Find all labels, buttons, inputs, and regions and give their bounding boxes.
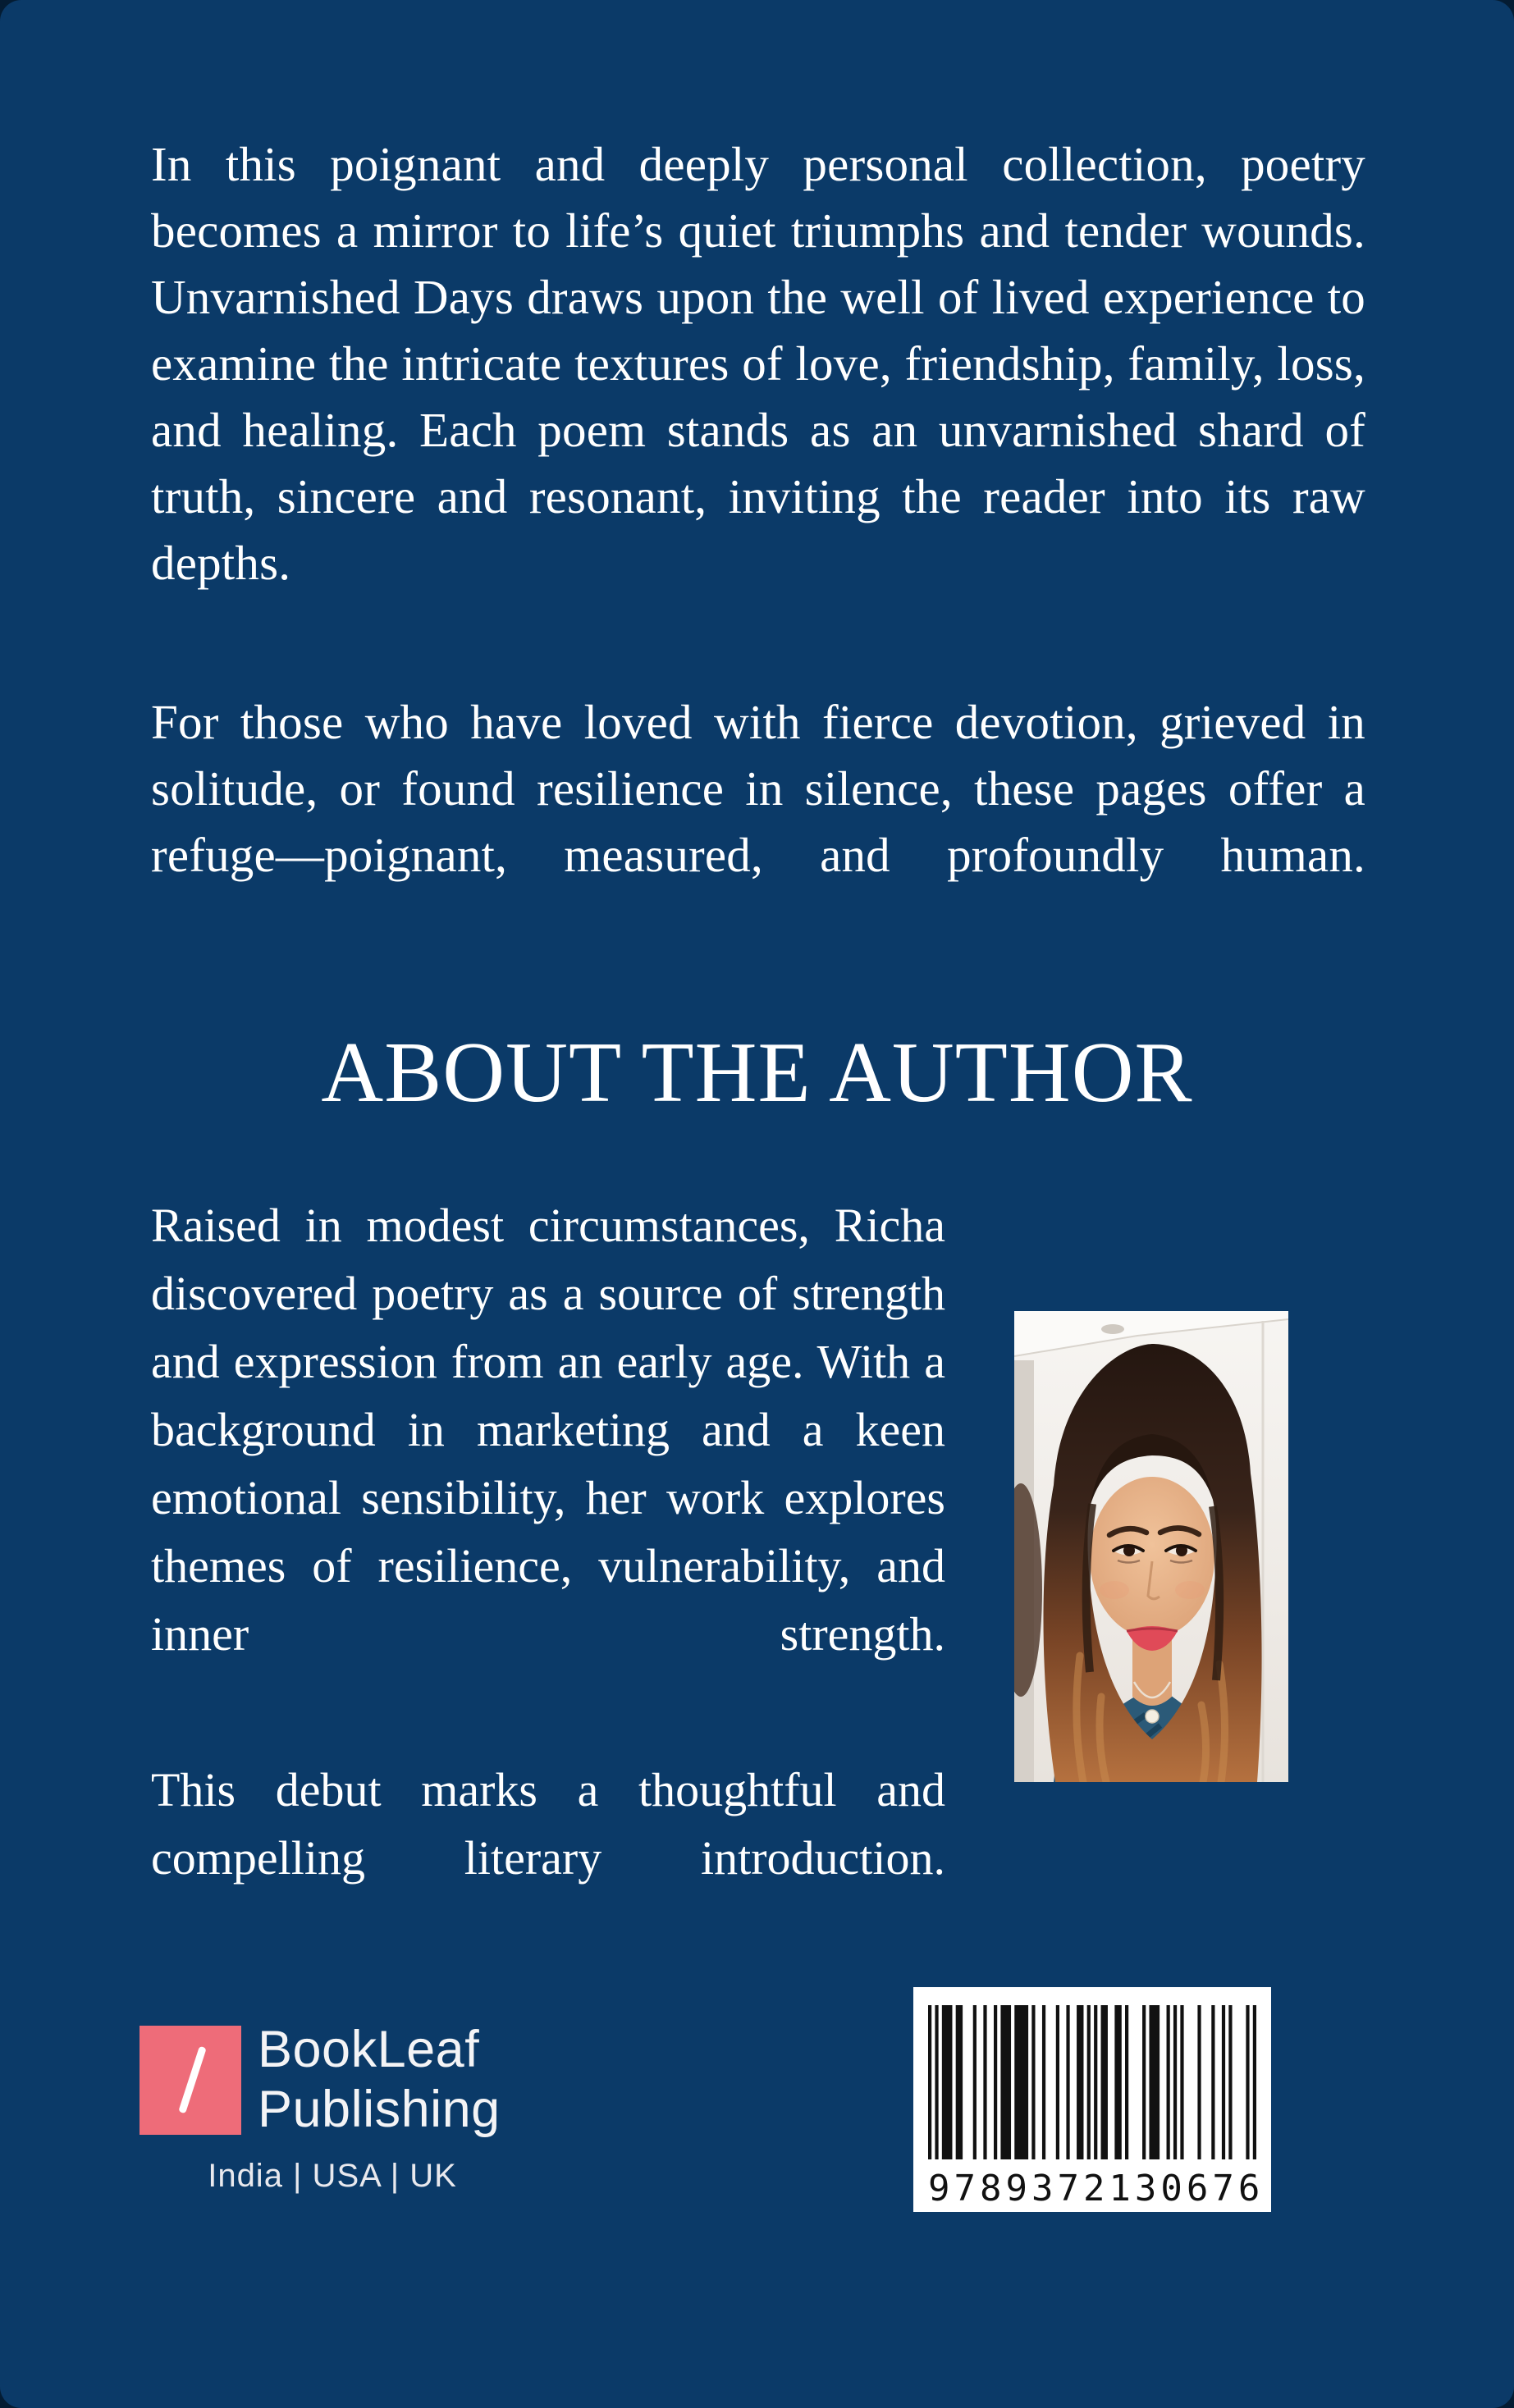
publisher-block (140, 2020, 533, 2195)
bookleaf-logo-icon (140, 2026, 241, 2135)
author-section (151, 1191, 1365, 1892)
isbn-barcode (913, 1987, 1271, 2212)
synopsis-paragraph-2: For those who have loved with fierce devotion, grieved in solitude, or found resilience in silence, these pages offer a refuge—poignant, measured, and profoundly human. (151, 695, 1365, 882)
bio-paragraph-1: Raised in modest circumstances, Richa discovered poetry as a source of strength and expression from an early age. With a background in marketing and a keen emotional sensibility, her work explores themes of resilience, vulnerability, and inner strength. (151, 1199, 945, 1661)
author-photo (1014, 1311, 1288, 1782)
author-portrait-illustration (1014, 1311, 1288, 1782)
publisher-regions: India | USA | UK (208, 2158, 457, 2194)
isbn-number: 9789372130676 (928, 2168, 1265, 2209)
barcode-bars (928, 2005, 1256, 2159)
about-the-author-heading: ABOUT THE AUTHOR (321, 1024, 1193, 1120)
author-bio (151, 1191, 945, 1892)
slash-icon (178, 2046, 207, 2114)
synopsis-paragraph-1: In this poignant and deeply personal collection, poetry becomes a mirror to life’s quiet triumphs and tender wounds. Unvarnished Days draws upon the well of lived experience to examine the intricate textures of love, friendship, family, loss, and healing. Each poem stands as an unvarnished shard of truth, sincere and resonant, inviting the reader into its raw depths. (151, 137, 1365, 590)
publisher-name-line1: BookLeaf (258, 2021, 480, 2078)
publisher-name-line2: Publishing (258, 2081, 501, 2138)
synopsis-section (151, 131, 1365, 889)
bio-paragraph-2: This debut marks a thoughtful and compelling literary introduction. (151, 1763, 945, 1885)
